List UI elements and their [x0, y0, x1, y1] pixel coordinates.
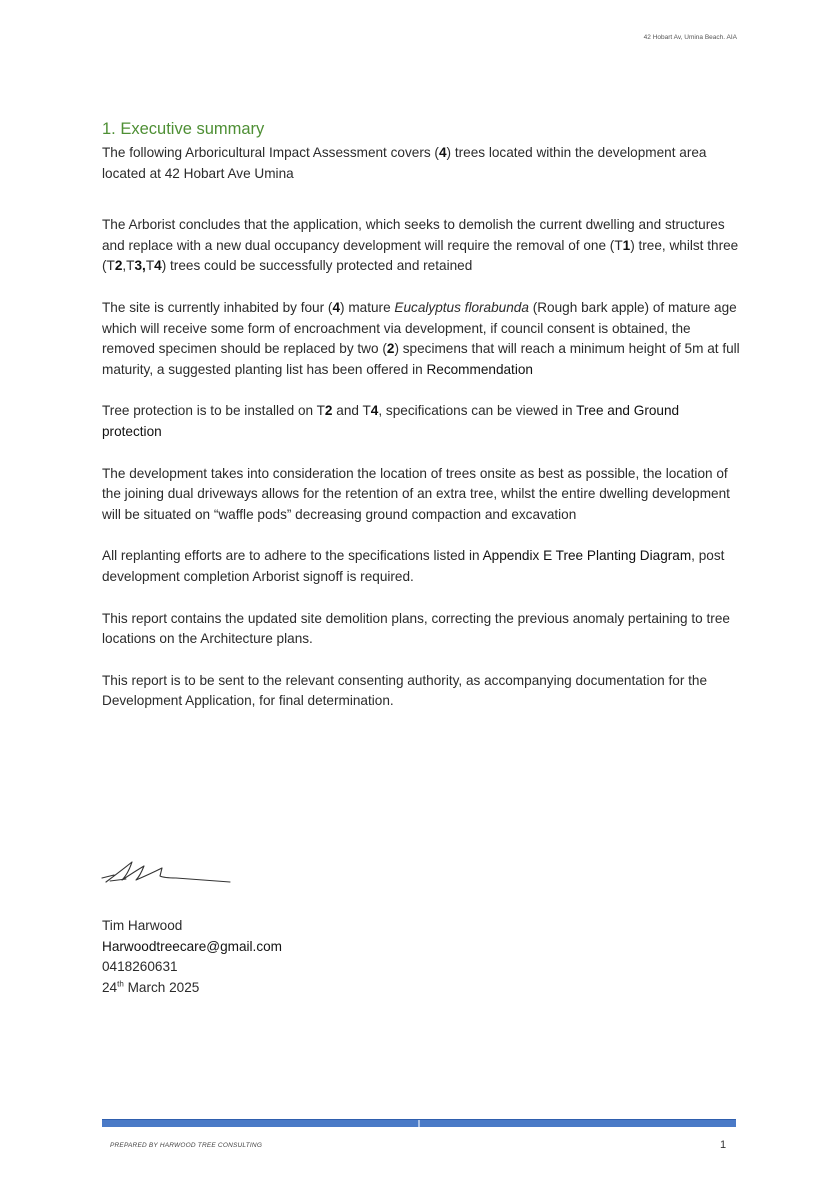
signoff-name: Tim Harwood	[102, 918, 183, 933]
footer-prepared-by: PREPARED BY HARWOOD TREE CONSULTING	[110, 1142, 263, 1149]
reference-appendix-e: Appendix E Tree Planting Diagram	[482, 548, 692, 564]
paragraph-consenting-authority: This report is to be sent to the relevant consenting authority, as accompanying documentation for the Development Application, for final determination.	[102, 672, 708, 709]
reference-tree-ground-protection: Tree and Ground protection	[102, 403, 680, 439]
paragraph-replanting: All replanting efforts are to adhere to the specifications listed in Appendix E Tree Planting Diagram, post development completion Arborist signoff is required.	[102, 548, 725, 584]
footer-divider-bar	[102, 1119, 736, 1127]
paragraph-protection: Tree protection is to be installed on T2 and T4, specifications can be viewed in Tree and Ground protection	[102, 403, 680, 439]
header-address: 42 Hobart Av, Umina Beach. AIA	[643, 34, 737, 41]
section-title: 1. Executive summary	[102, 120, 265, 138]
signoff-block	[102, 916, 282, 998]
page-content	[102, 120, 742, 712]
paragraph-development: The development takes into consideration the location of trees onsite as best as possible, the location of the joining dual driveways allows for the retention of an extra tree, whilst the entire dwelling development will be situated on “waffle pods” decreasing ground compaction and excavation	[102, 465, 730, 522]
signoff-email[interactable]: Harwoodtreecare@gmail.com	[102, 938, 283, 954]
reference-recommendation: Recommendation	[426, 361, 533, 377]
paragraph-conclusion: The Arborist concludes that the application, which seeks to demolish the current dwelling and structures and replace with a new dual occupancy development will require the removal of one (T1) tree, whilst three (T2,T3,T4) trees could be successfully protected and retained	[102, 217, 739, 274]
signature-image	[100, 848, 240, 896]
signoff-phone: 0418260631	[102, 959, 178, 975]
page-number: 1	[720, 1139, 727, 1151]
signoff-date: 24th March 2025	[102, 979, 200, 995]
paragraph-site: The site is currently inhabited by four (4) mature Eucalyptus florabunda (Rough bark apple) of mature age which will receive some form of encroachment via development, if council consent is obtained, the removed specimen should be replaced by two (2) specimens that will reach a minimum height of 5m at full maturity, a suggested planting list has been offered in Recommendation	[102, 299, 740, 377]
paragraph-updated-plans: This report contains the updated site demolition plans, correcting the previous anomaly pertaining to tree locations on the Architecture plans.	[102, 610, 730, 647]
paragraph-intro: The following Arboricultural Impact Assessment covers (4) trees located within the development area located at 42 Hobart Ave Umina	[102, 145, 707, 181]
